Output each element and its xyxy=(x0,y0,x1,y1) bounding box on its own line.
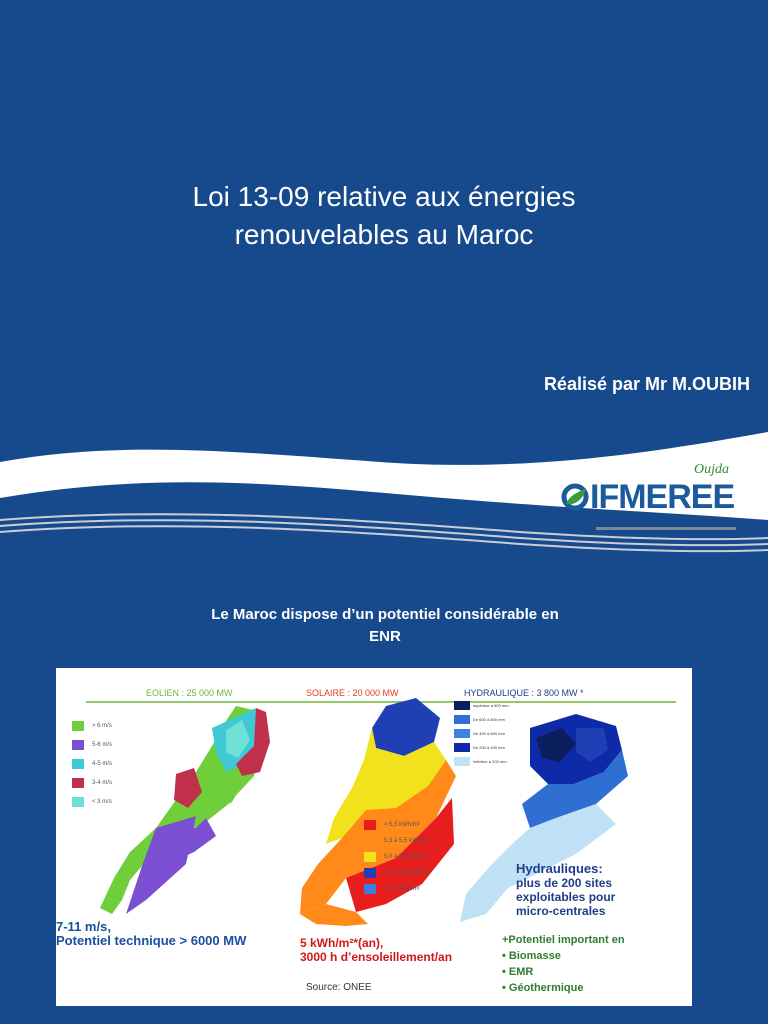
legend-swatch xyxy=(72,759,84,769)
legend-swatch xyxy=(72,778,84,788)
legend-row xyxy=(454,726,509,740)
solar-note xyxy=(300,936,452,964)
wind-note xyxy=(56,920,246,948)
legend-swatch xyxy=(364,884,376,894)
legend-label: De 600 à 800 mm xyxy=(473,716,505,722)
potential-list xyxy=(502,932,625,996)
legend-row xyxy=(364,865,430,881)
header-hydraulique: HYDRAULIQUE : 3 800 MW * xyxy=(464,688,584,698)
legend-label: De 400 à 600 mm xyxy=(473,730,505,736)
legend-row xyxy=(72,754,112,773)
hydro-title: Hydrauliques: xyxy=(516,861,603,876)
legend-row xyxy=(72,716,112,735)
legend-label: 4,7 à 5,0 kWh/m² xyxy=(384,870,430,876)
figure-source: Source: ONEE xyxy=(306,982,372,993)
solar-legend xyxy=(364,817,430,897)
legend-label: > 5,5 kWh/m² xyxy=(384,822,420,828)
ifmeree-logo xyxy=(560,462,746,540)
legend-swatch xyxy=(364,868,376,878)
wind-note-line-1: 7-11 m/s, xyxy=(56,919,111,934)
logo-arabic-text xyxy=(596,524,736,534)
legend-row xyxy=(454,754,509,768)
legend-swatch xyxy=(364,836,376,846)
legend-swatch xyxy=(454,729,470,738)
legend-label: Inférieur à 200 mm xyxy=(473,758,507,764)
hydro-line-2: exploitables pour xyxy=(516,890,616,904)
legend-swatch xyxy=(454,701,470,710)
legend-row xyxy=(72,792,112,811)
legend-label: < 3 m/s xyxy=(92,798,112,805)
hydro-legend xyxy=(454,698,509,768)
legend-swatch xyxy=(454,757,470,766)
potential-item: • EMR xyxy=(502,966,534,978)
legend-label: De 200 à 400 mm xyxy=(473,744,505,750)
legend-row xyxy=(364,817,430,833)
legend-label: 5,3 à 5,5 kWh/m² xyxy=(384,838,430,844)
legend-row xyxy=(364,881,430,897)
title-line-1: Loi 13-09 relative aux énergies xyxy=(192,181,576,212)
legend-swatch xyxy=(72,797,84,807)
legend-row xyxy=(72,735,112,754)
logo-leaf-icon xyxy=(560,480,590,514)
solar-note-line-2: 3000 h d’ensoleillement/an xyxy=(300,950,453,964)
solar-note-line-1: 5 kWh/m²*(an), xyxy=(300,936,384,950)
potential-item: • Géothermique xyxy=(502,982,584,994)
legend-swatch xyxy=(364,852,376,862)
legend-row xyxy=(454,712,509,726)
legend-label: 5,0 à 5,3 kWh/m² xyxy=(384,854,430,860)
author-line: Réalisé par Mr M.OUBIH xyxy=(543,374,750,394)
hydro-body xyxy=(516,876,615,918)
legend-row xyxy=(72,773,112,792)
potential-item: • Biomasse xyxy=(502,950,561,962)
legend-swatch xyxy=(364,820,376,830)
heading-line-1: Le Maroc dispose d’un potentiel considérable en xyxy=(211,606,559,623)
legend-row xyxy=(364,849,430,865)
wind-map xyxy=(100,706,270,914)
legend-swatch xyxy=(454,743,470,752)
logo-name: IFMEREE xyxy=(590,478,735,516)
content-slide xyxy=(0,580,768,1024)
slide-title xyxy=(84,178,684,254)
legend-label: 3-4 m/s xyxy=(92,779,113,786)
legend-label: 5-6 m/s xyxy=(92,741,113,748)
legend-label: < 4,3 kWh/m² xyxy=(384,886,420,892)
legend-label: 4-5 m/s xyxy=(92,760,113,767)
renewables-figure xyxy=(56,668,692,1006)
legend-swatch xyxy=(72,740,84,750)
header-solaire: SOLAIRE : 20 000 MW xyxy=(306,688,399,698)
slide-heading xyxy=(150,604,620,648)
legend-label: supérieur à 800 mm xyxy=(473,702,509,708)
legend-row xyxy=(364,833,430,849)
heading-line-2: ENR xyxy=(369,628,401,645)
header-eolien: EOLIEN : 25 000 MW xyxy=(146,688,233,698)
legend-swatch xyxy=(454,715,470,724)
potential-title: +Potentiel important en xyxy=(502,934,625,946)
legend-row xyxy=(454,740,509,754)
wind-note-line-2: Potentiel technique > 6000 MW xyxy=(56,933,247,948)
legend-label: > 6 m/s xyxy=(92,722,112,729)
legend-swatch xyxy=(72,721,84,731)
legend-row xyxy=(454,698,509,712)
hydro-line-3: micro-centrales xyxy=(516,904,606,918)
title-line-2: renouvelables au Maroc xyxy=(234,219,534,250)
logo-city: Oujda xyxy=(694,462,729,477)
hydro-line-1: plus de 200 sites xyxy=(516,876,613,890)
wind-legend xyxy=(72,716,112,811)
